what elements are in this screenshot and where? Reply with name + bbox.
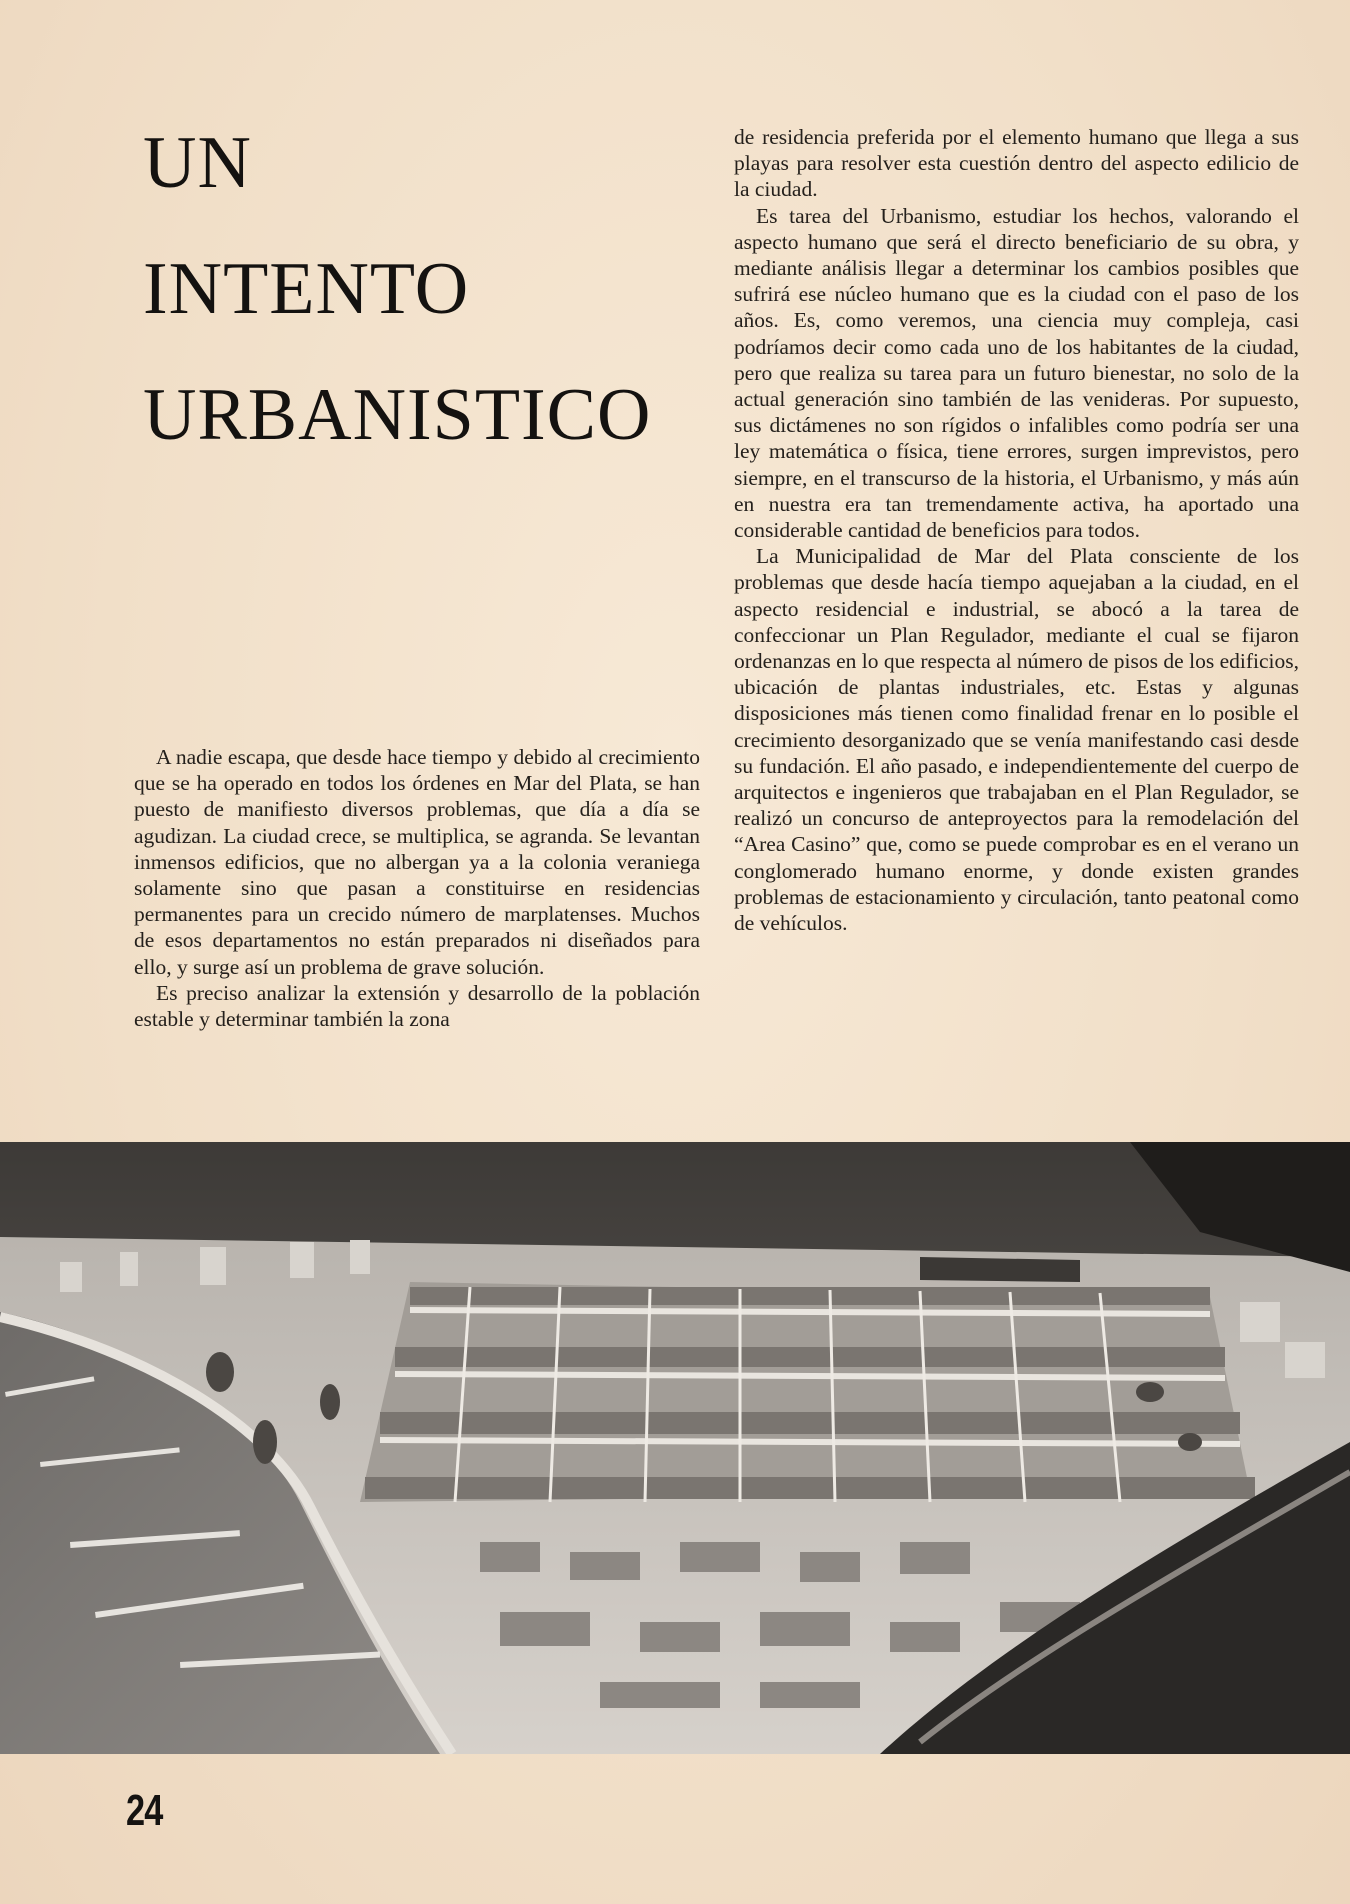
model-photo-drawing [0, 1142, 1350, 1754]
title-line: UN [143, 122, 252, 204]
paragraph: Es tarea del Urbanismo, estudiar los hechos, valorando el aspecto humano que será el directo beneficiario de su obra, y mediante análisis llegar a determinar los cambios posibles que sufrirá ese núcleo humano que es la ciudad con el paso de los años. Es, como veremos, una ciencia muy compleja, casi podríamos decir como cada uno de los habitantes de la ciudad, pero que realiza su tarea para un futuro bienestar, no solo de la actual generación sino también de las venideras. Por supuesto, sus dictámenes no son rígidos o infalibles como podría ser una ley matemática o física, tiene errores, surgen imprevistos, pero siempre, en el transcurso de la historia, el Urbanismo, y más aún en nuestra era tan tremendamente activa, ha aportado una considerable cantidad de beneficios para todos. [734, 203, 1299, 543]
title-line: URBANISTICO [143, 374, 652, 456]
paragraph: A nadie escapa, que desde hace tiempo y debido al crecimiento que se ha operado en todos los órdenes en Mar del Plata, se han puesto de manifiesto diversos problemas, que día a día se agudizan. La ciudad crece, se multiplica, se agranda. Se levantan inmensos edificios, que no albergan ya a la colonia veraniega solamente sino que pasan a constituirse en residencias permanentes para un crecido número de marplatenses. Muchos de esos departamentos no están preparados ni diseñados para ello, y surge así un problema de grave solución. [134, 745, 700, 979]
title-line: INTENTO [143, 248, 470, 330]
paragraph: de residencia preferida por el elemento humano que llega a sus playas para resolver esta cuestión dentro del aspecto edilicio de la ciudad. [734, 125, 1299, 202]
page-number: 24 [126, 1786, 163, 1835]
right-text-column [734, 124, 1299, 936]
paragraph: Es preciso analizar la extensión y desarrollo de la población estable y determinar también la zona [134, 980, 700, 1032]
left-text-column [134, 744, 700, 1032]
architectural-model-photo [0, 1142, 1350, 1754]
paragraph: La Municipalidad de Mar del Plata consciente de los problemas que desde hacía tiempo aquejaban a la ciudad, en el aspecto residencial e industrial, se abocó a la tarea de confeccionar un Plan Regulador, mediante el cual se fijaron ordenanzas en lo que respecta al número de pisos de los edificios, ubicación de plantas industriales, etc. Estas y algunas disposiciones más tienen como finalidad frenar en lo posible el crecimiento desorganizado que se venía manifestando casi desde su fundación. El año pasado, e independientemente del cuerpo de arquitectos e ingenieros que trabajaban en el Plan Regulador, se realizó un concurso de anteproyectos para la remodelación del “Area Casino” que, como se puede comprobar es en el verano un conglomerado humano enorme, y donde existen grandes problemas de estacionamiento y circulación, tanto peatonal como de vehículos. [734, 544, 1299, 936]
article-title [143, 100, 703, 478]
